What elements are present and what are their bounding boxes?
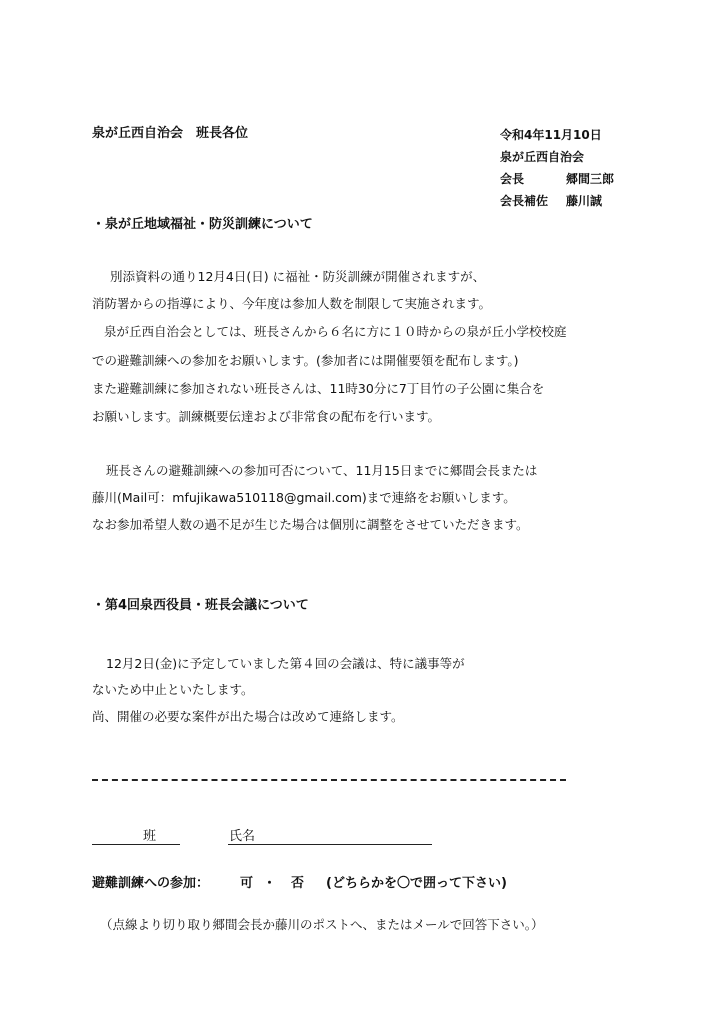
answer-separator: ・ — [263, 876, 277, 891]
section1-line: 藤川(Mail可：mfujikawa510118@gmail.com)まで連絡をお願いします。 — [92, 490, 516, 505]
section1-line: お願いします。訓練概要伝達および非常食の配布を行います。 — [92, 409, 441, 424]
addressee: 泉が丘西自治会 班長各位 — [92, 126, 249, 141]
section2-line: 尚、開催の必要な案件が出た場合は改めて連絡します。 — [92, 709, 404, 724]
assistant-name: 藤川誠 — [566, 194, 603, 208]
sender-org: 泉が丘西自治会 — [500, 150, 585, 164]
section2-line: ないため中止といたします。 — [92, 682, 254, 697]
section1-line: 泉が丘西自治会としては、班長さんから６名に方に１０時からの泉が丘小学校校庭 — [104, 324, 567, 339]
answer-instruction: (どちらかを〇で囲って下さい) — [326, 876, 507, 891]
answer-no: 否 — [291, 876, 305, 891]
section1-line: 別添資料の通り12月4日(日) に福祉・防災訓練が開催されますが、 — [110, 269, 486, 284]
section1-line: なお参加希望人数の過不足が生じた場合は個別に調整をさせていただきます。 — [92, 517, 529, 532]
cut-line — [92, 779, 566, 781]
issue-date: 令和4年11月10日 — [500, 128, 602, 142]
section1-line: での避難訓練への参加をお願いします。(参加者には開催要領を配布します。) — [92, 353, 519, 368]
name-underline — [228, 844, 432, 845]
section1-line: 班長さんの避難訓練への参加可否について、11月15日までに郷間会長または — [106, 463, 538, 478]
section1-line: また避難訓練に参加されない班長さんは、11時30分に7丁目竹の子公園に集合を — [92, 381, 545, 396]
section2-line: 12月2日(金)に予定していました第４回の会議は、特に議事等が — [106, 656, 465, 671]
chair-name: 郷間三郎 — [566, 172, 615, 186]
chair-role: 会長 — [500, 172, 525, 186]
sender-block — [500, 124, 614, 212]
name-label: 氏名 — [229, 829, 256, 844]
assistant-role: 会長補佐 — [500, 194, 549, 208]
answer-yes: 可 — [240, 876, 254, 891]
assistant-row — [500, 190, 614, 212]
return-note: （点線より切り取り郷間会長か藤川のポストへ、またはメールで回答下さい。） — [100, 917, 544, 932]
section2-title: ・第4回泉西役員・班長会議について — [92, 598, 309, 613]
han-underline — [92, 844, 180, 845]
han-label: 班 — [143, 829, 157, 844]
section1-title: ・泉が丘地域福祉・防災訓練について — [92, 217, 313, 232]
chair-row — [500, 168, 614, 190]
participation-label: 避難訓練への参加： — [92, 876, 210, 891]
section1-line: 消防署からの指導により、今年度は参加人数を制限して実施されます。 — [92, 296, 492, 311]
